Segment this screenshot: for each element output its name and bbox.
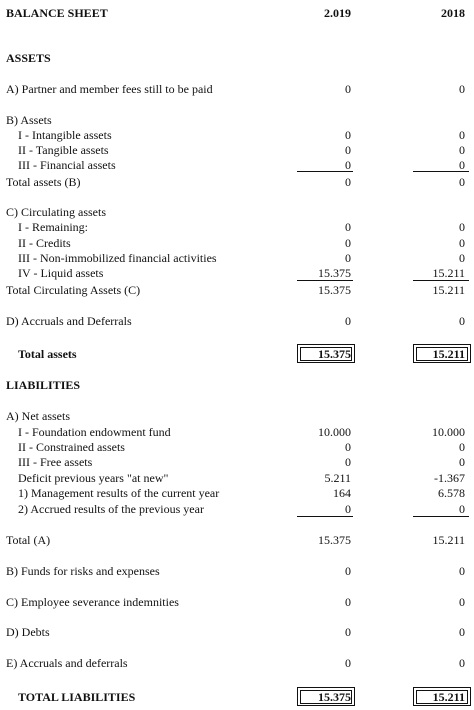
- liabilities-heading: LIABILITIES: [6, 378, 81, 392]
- assets-b-item-value-2018: 0: [459, 143, 465, 157]
- assets-b-item-value-2018: 0: [459, 158, 465, 172]
- assets-a-value-2019: 0: [345, 82, 351, 96]
- liabilities-b-value-2019: 0: [345, 564, 351, 578]
- column-header-2019: 2.019: [324, 6, 351, 20]
- assets-c-total-value-2018: 15.211: [432, 283, 465, 297]
- assets-a-label: A) Partner and member fees still to be paid: [6, 82, 213, 96]
- assets-c-item-value-2018: 0: [459, 236, 465, 250]
- assets-b-item-value-2019: 0: [345, 143, 351, 157]
- assets-heading: ASSETS: [6, 51, 51, 65]
- assets-b-item-label: II - Tangible assets: [18, 143, 109, 157]
- liabilities-a-item-value-2018: 0: [459, 502, 465, 516]
- assets-b-item-value-2019: 0: [345, 128, 351, 142]
- liabilities-a-item-value-2018: 10.000: [432, 425, 465, 439]
- liabilities-b-label: B) Funds for risks and expenses: [6, 564, 160, 578]
- total-assets-value-2019: 15.375: [318, 347, 351, 361]
- subtotal-rule: [413, 171, 469, 172]
- page-title: BALANCE SHEET: [6, 6, 108, 20]
- subtotal-rule: [413, 280, 469, 281]
- assets-c-item-label: III - Non-immobilized financial activities: [18, 251, 217, 265]
- assets-c-total-label: Total Circulating Assets (C): [6, 283, 141, 297]
- assets-a-value-2018: 0: [459, 82, 465, 96]
- liabilities-a-item-value-2019: 164: [333, 486, 351, 500]
- liabilities-b-value-2018: 0: [459, 564, 465, 578]
- liabilities-c-value-2019: 0: [345, 595, 351, 609]
- liabilities-a-item-value-2019: 0: [345, 440, 351, 454]
- total-liabilities-value-2019: 15.375: [318, 690, 351, 704]
- column-header-2018: 2018: [441, 6, 465, 20]
- assets-c-item-value-2018: 0: [459, 251, 465, 265]
- liabilities-c-label: C) Employee severance indemnities: [6, 595, 179, 609]
- assets-b-item-value-2019: 0: [345, 158, 351, 172]
- liabilities-a-item-value-2019: 0: [345, 455, 351, 469]
- liabilities-a-item-value-2019: 5.211: [324, 471, 351, 485]
- subtotal-rule: [297, 280, 353, 281]
- liabilities-a-item-value-2018: 0: [459, 455, 465, 469]
- liabilities-a-label: A) Net assets: [6, 409, 70, 423]
- liabilities-a-item-label: 1) Management results of the current year: [18, 486, 220, 500]
- liabilities-a-item-value-2019: 0: [345, 502, 351, 516]
- assets-c-item-value-2019: 0: [345, 220, 351, 234]
- liabilities-a-item-label: III - Free assets: [18, 455, 93, 469]
- assets-c-item-value-2019: 0: [345, 251, 351, 265]
- assets-b-item-label: I - Intangible assets: [18, 128, 112, 142]
- subtotal-rule: [297, 516, 353, 517]
- liabilities-a-item-value-2018: 6.578: [438, 486, 465, 500]
- liabilities-e-value-2018: 0: [459, 656, 465, 670]
- assets-b-total-label: Total assets (B): [6, 175, 81, 189]
- liabilities-e-value-2019: 0: [345, 656, 351, 670]
- liabilities-a-item-label: II - Constrained assets: [18, 440, 125, 454]
- assets-c-total-value-2019: 15.375: [318, 283, 351, 297]
- assets-c-label: C) Circulating assets: [6, 205, 106, 219]
- liabilities-a-total-label: Total (A): [6, 533, 51, 547]
- liabilities-a-item-label: Deficit previous years "at new": [18, 471, 169, 485]
- liabilities-a-item-value-2018: -1.367: [434, 471, 465, 485]
- subtotal-rule: [413, 516, 469, 517]
- liabilities-e-label: E) Accruals and deferrals: [6, 656, 128, 670]
- assets-b-total-value-2018: 0: [459, 175, 465, 189]
- liabilities-a-total-value-2018: 15.211: [432, 533, 465, 547]
- assets-c-item-value-2018: 0: [459, 220, 465, 234]
- assets-d-label: D) Accruals and Deferrals: [6, 314, 132, 328]
- assets-c-item-label: II - Credits: [18, 236, 71, 250]
- assets-c-item-label: I - Remaining:: [18, 220, 88, 234]
- liabilities-a-item-value-2018: 0: [459, 440, 465, 454]
- liabilities-a-item-value-2019: 10.000: [318, 425, 351, 439]
- assets-c-item-value-2018: 15.211: [432, 266, 465, 280]
- assets-b-item-label: III - Financial assets: [18, 158, 116, 172]
- liabilities-a-item-label: 2) Accrued results of the previous year: [18, 502, 204, 516]
- assets-d-value-2019: 0: [345, 314, 351, 328]
- liabilities-d-value-2019: 0: [345, 625, 351, 639]
- assets-c-item-value-2019: 0: [345, 236, 351, 250]
- liabilities-a-item-label: I - Foundation endowment fund: [18, 425, 171, 439]
- liabilities-a-total-value-2019: 15.375: [318, 533, 351, 547]
- total-assets-label: Total assets: [18, 347, 77, 361]
- assets-b-label: B) Assets: [6, 113, 52, 127]
- total-liabilities-label: TOTAL LIABILITIES: [18, 690, 136, 704]
- assets-c-item-label: IV - Liquid assets: [18, 266, 104, 280]
- liabilities-d-label: D) Debts: [6, 625, 50, 639]
- assets-b-total-value-2019: 0: [345, 175, 351, 189]
- subtotal-rule: [297, 171, 353, 172]
- total-assets-value-2018: 15.211: [432, 347, 465, 361]
- liabilities-d-value-2018: 0: [459, 625, 465, 639]
- liabilities-c-value-2018: 0: [459, 595, 465, 609]
- total-liabilities-value-2018: 15.211: [432, 690, 465, 704]
- assets-c-item-value-2019: 15.375: [318, 266, 351, 280]
- assets-b-item-value-2018: 0: [459, 128, 465, 142]
- assets-d-value-2018: 0: [459, 314, 465, 328]
